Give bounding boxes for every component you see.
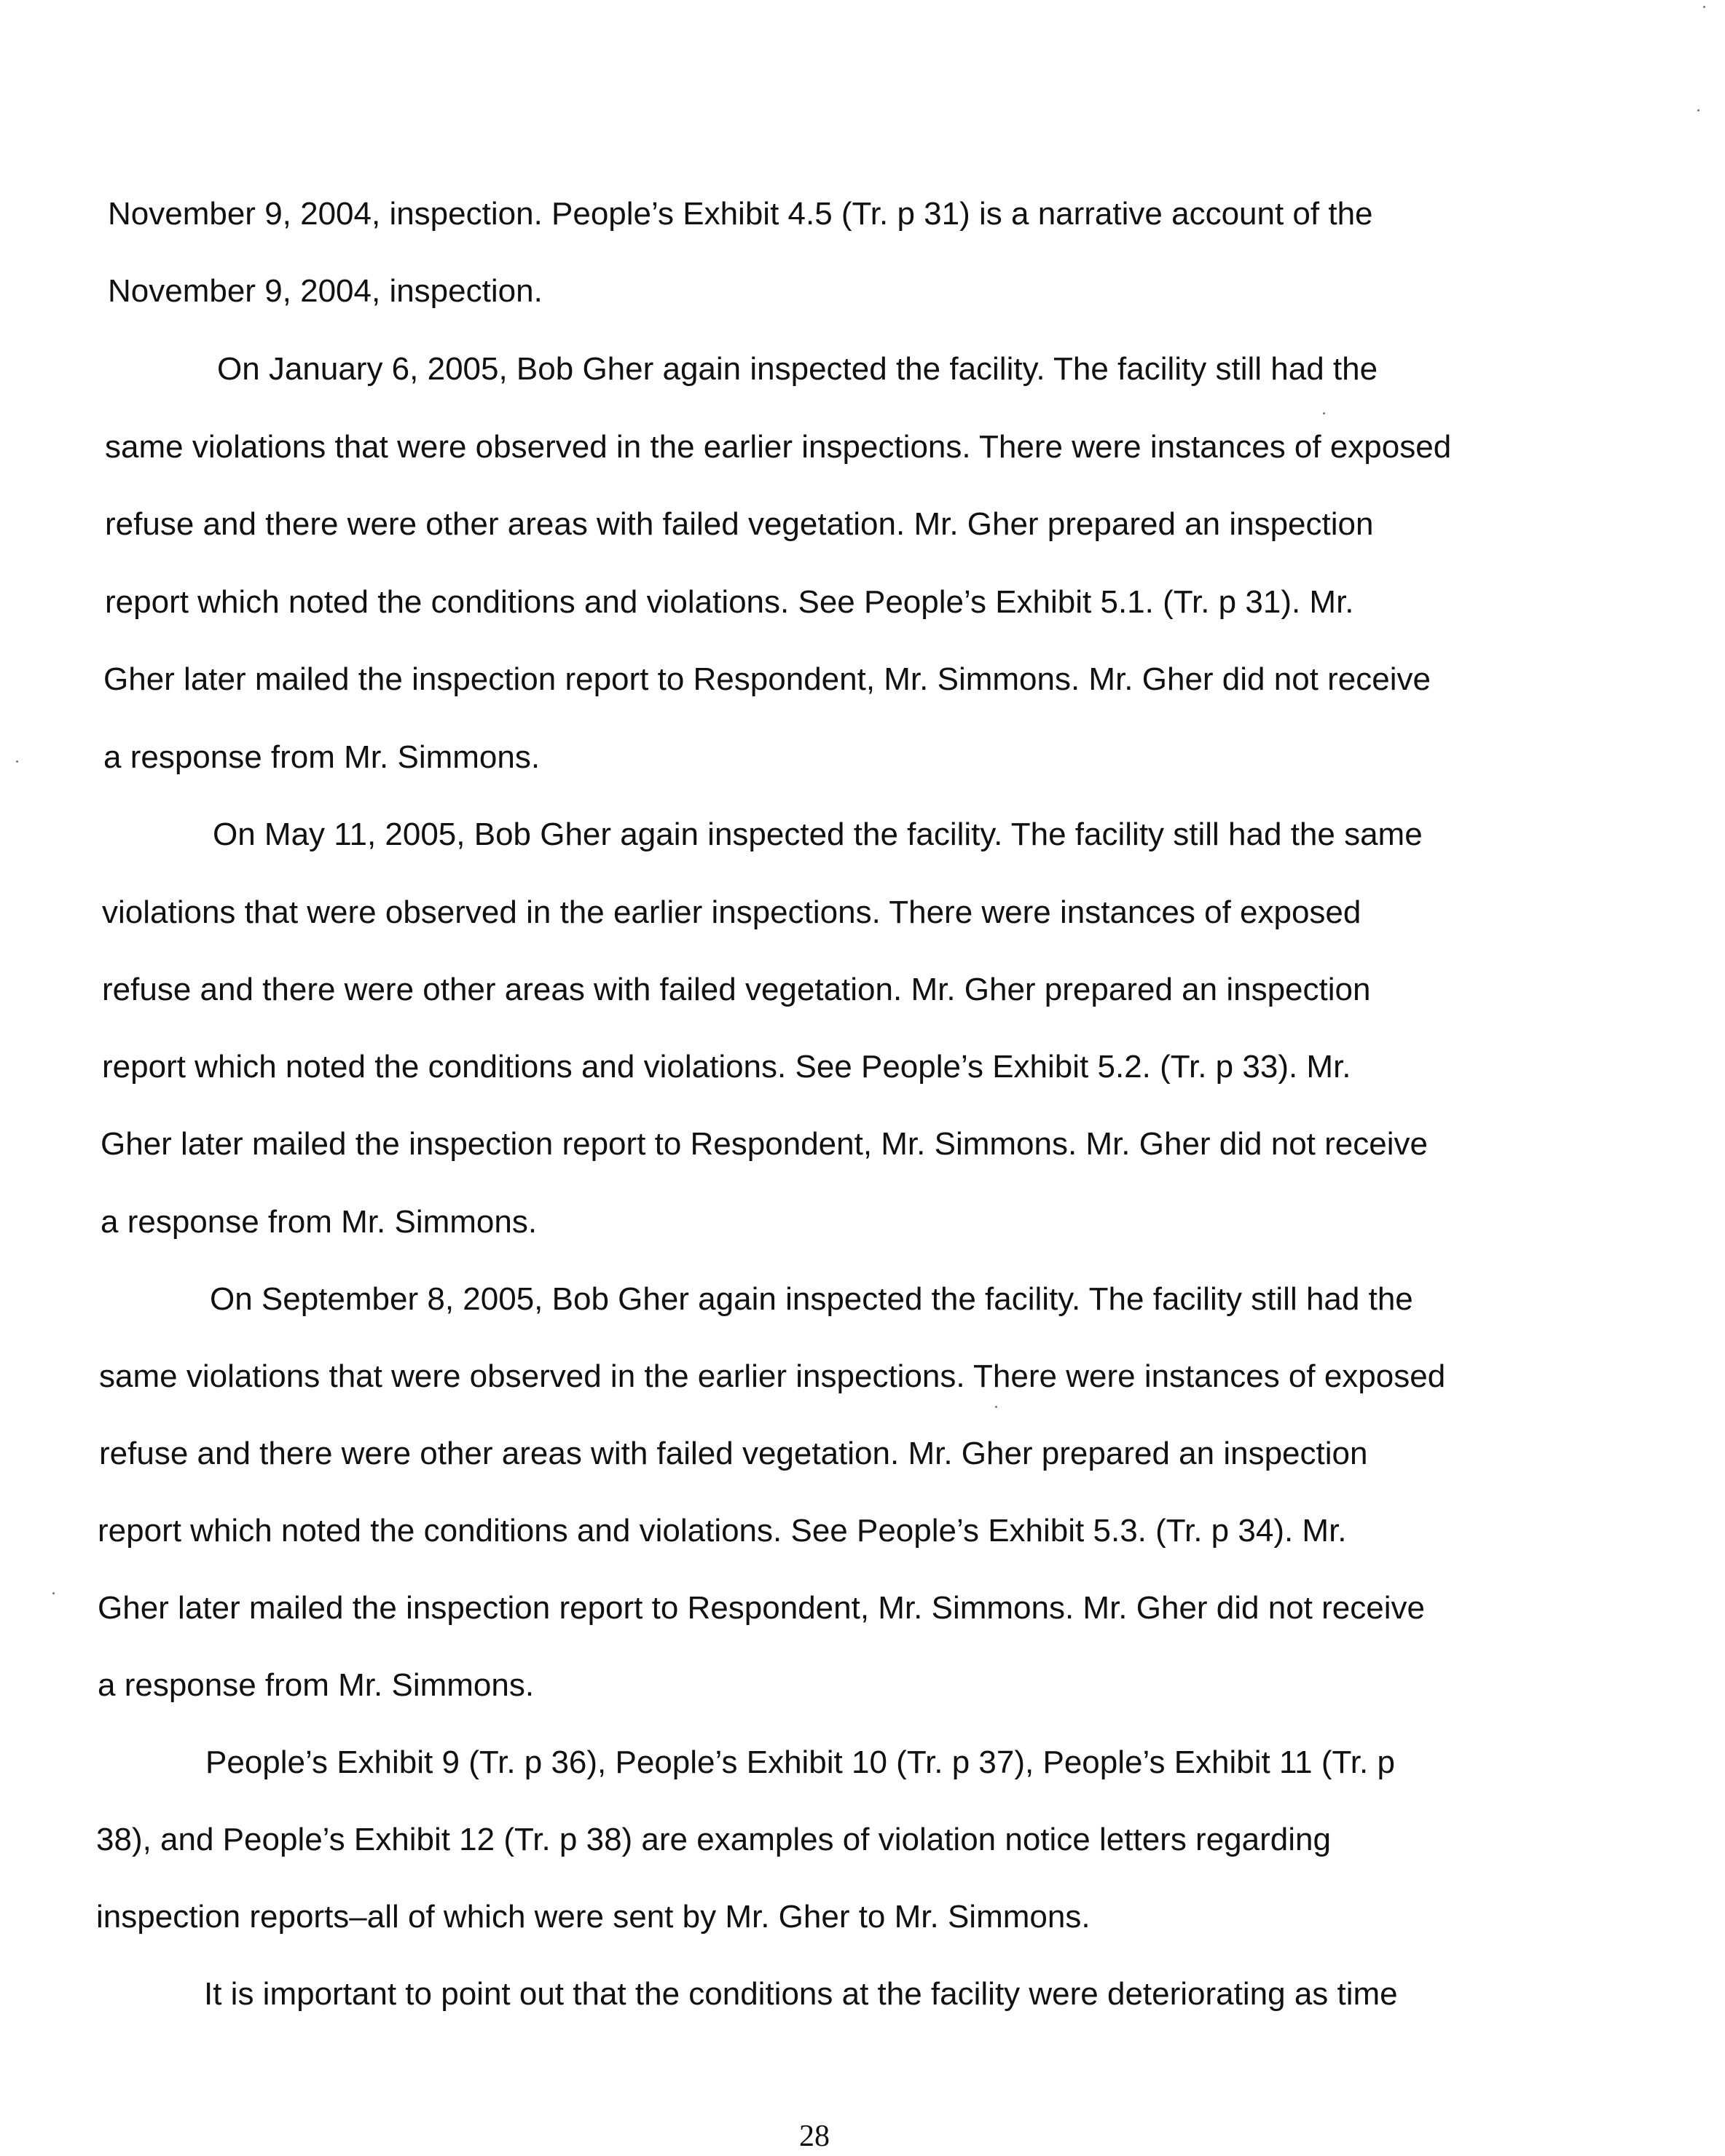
text-line: refuse and there were other areas with failed vegetation. Mr. Gher prepared an inspection — [99, 1436, 1368, 1471]
text-line: a response from Mr. Simmons. — [98, 1667, 535, 1703]
text-line: refuse and there were other areas with failed vegetation. Mr. Gher prepared an inspection — [105, 506, 1374, 542]
scan-speck — [16, 760, 18, 763]
text-line: People’s Exhibit 9 (Tr. p 36), People’s Exhibit 10 (Tr. p 37), People’s Exhibit 11 (Tr. p — [205, 1744, 1395, 1780]
text-line: It is important to point out that the conditions at the facility were deteriorating as time — [204, 1976, 1398, 2012]
text-line: report which noted the conditions and violations. See People’s Exhibit 5.1. (Tr. p 31). Mr. — [105, 584, 1354, 620]
text-line: refuse and there were other areas with failed vegetation. Mr. Gher prepared an inspection — [102, 972, 1371, 1007]
scan-speck — [1323, 412, 1325, 414]
page-number: 28 — [799, 2120, 830, 2153]
text-line: On January 6, 2005, Bob Gher again inspected the facility. The facility still had the — [217, 351, 1378, 387]
text-line: report which noted the conditions and violations. See People’s Exhibit 5.2. (Tr. p 33). Mr. — [102, 1049, 1351, 1085]
text-line: inspection reports–all of which were sent by Mr. Gher to Mr. Simmons. — [96, 1899, 1091, 1935]
text-line: November 9, 2004, inspection. People’s Exhibit 4.5 (Tr. p 31) is a narrative account of the — [108, 196, 1373, 232]
text-line: On September 8, 2005, Bob Gher again inspected the facility. The facility still had the — [210, 1281, 1413, 1317]
text-line: a response from Mr. Simmons. — [103, 739, 541, 775]
text-line: Gher later mailed the inspection report to Respondent, Mr. Simmons. Mr. Gher did not receive — [98, 1590, 1425, 1626]
text-line: same violations that were observed in the earlier inspections. There were instances of exposed — [105, 429, 1452, 465]
text-line: Gher later mailed the inspection report to Respondent, Mr. Simmons. Mr. Gher did not receive — [103, 661, 1431, 697]
text-line: Gher later mailed the inspection report to Respondent, Mr. Simmons. Mr. Gher did not receive — [101, 1126, 1428, 1162]
text-line: a response from Mr. Simmons. — [101, 1204, 538, 1240]
scan-speck — [995, 1406, 997, 1408]
scan-speck — [52, 1592, 55, 1594]
scan-speck — [1697, 109, 1700, 111]
text-line: same violations that were observed in the earlier inspections. There were instances of exposed — [99, 1358, 1446, 1394]
scan-speck — [1703, 6, 1705, 8]
text-line: violations that were observed in the earlier inspections. There were instances of exposed — [102, 894, 1361, 930]
text-line: report which noted the conditions and violations. See People’s Exhibit 5.3. (Tr. p 34). Mr. — [98, 1513, 1347, 1549]
text-line: On May 11, 2005, Bob Gher again inspected the facility. The facility still had the same — [213, 817, 1423, 852]
text-line: November 9, 2004, inspection. — [108, 273, 543, 309]
text-line: 38), and People’s Exhibit 12 (Tr. p 38) are examples of violation notice letters regarding — [96, 1822, 1331, 1857]
